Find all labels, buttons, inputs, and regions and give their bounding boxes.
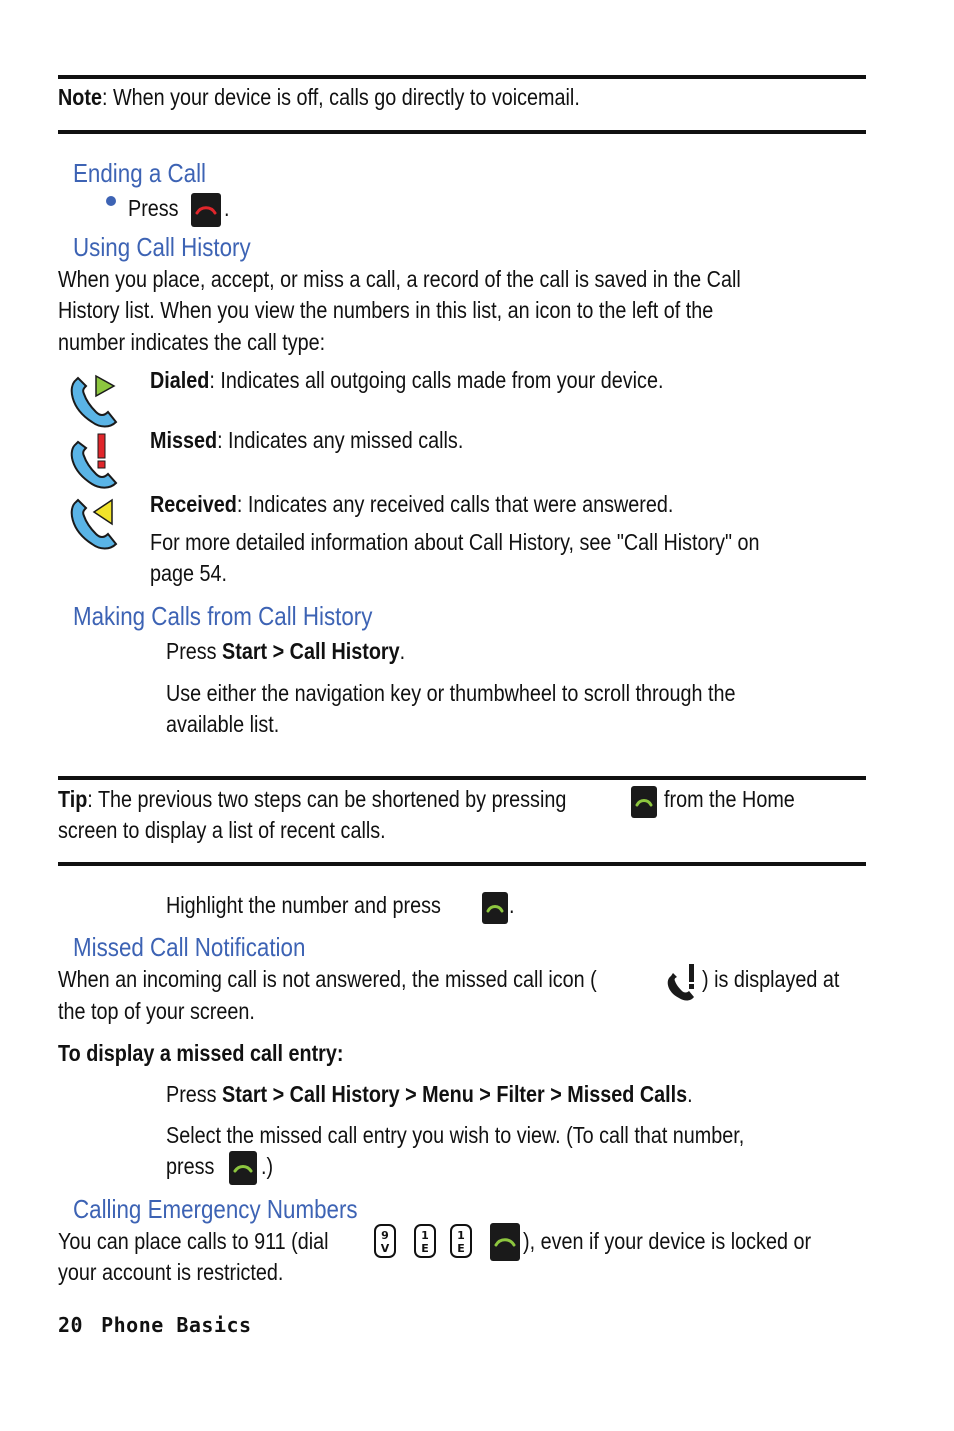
tip-top-rule [58, 776, 866, 780]
s1-menu: Menu [422, 1081, 474, 1107]
s1-filter: Filter [496, 1081, 545, 1107]
notification-step2-line1: Select the missed call entry you wish to view. (To call that number, [166, 1122, 745, 1148]
heading-using-call-history: Using Call History [73, 232, 251, 262]
tip-bottom-rule [58, 862, 866, 866]
s1-end: . [687, 1081, 693, 1107]
key-1-icon [450, 1224, 472, 1258]
notification-step1 [166, 1079, 693, 1110]
making-step2-line2: available list. [166, 711, 280, 737]
notification-line1b: ) is displayed at [702, 966, 840, 992]
s1-history: Call History [289, 1081, 400, 1107]
send-key-icon [482, 892, 508, 924]
missed-description [150, 425, 463, 456]
s1-press: Press [166, 1081, 223, 1107]
tip-line1 [58, 784, 566, 815]
s1-sep: > [399, 1081, 423, 1107]
history-para-line3: number indicates the call type: [58, 329, 326, 355]
emergency-line1a: You can place calls to 911 (dial [58, 1228, 329, 1254]
missed-call-icon [66, 432, 122, 490]
received-description [150, 489, 673, 520]
tip-text1: : The previous two steps can be shortened by pressing [87, 786, 567, 812]
tip-line1-end: from the Home [664, 786, 795, 812]
ending-step [128, 193, 179, 224]
ending-period: . [224, 195, 230, 221]
note-top-rule [58, 75, 866, 79]
received-call-icon [66, 494, 122, 552]
key-9-icon [374, 1224, 396, 1258]
notification-line2: the top of your screen. [58, 998, 255, 1024]
notification-line1a: When an incoming call is not answered, the missed call icon ( [58, 966, 597, 992]
history-more-line2: page 54. [150, 560, 227, 586]
s1-sep: > [267, 1081, 290, 1107]
missed-text: : Indicates any missed calls. [217, 427, 464, 453]
heading-missed-call-notification: Missed Call Notification [73, 932, 306, 962]
send-key-icon [631, 786, 657, 818]
highlight-step: Highlight the number and press [166, 892, 441, 918]
heading-ending-a-call: Ending a Call [73, 158, 207, 188]
s1-missed: Missed Calls [567, 1081, 688, 1107]
making-step1-press: Press [166, 638, 223, 664]
dialed-call-icon [66, 372, 122, 430]
s1-sep: > [473, 1081, 497, 1107]
notification-step2-end: .) [261, 1153, 274, 1179]
bullet-icon [106, 196, 116, 206]
note-bottom-rule [58, 130, 866, 134]
s1-sep: > [544, 1081, 568, 1107]
key-1-top: 1 [421, 1229, 429, 1242]
emergency-line2: your account is restricted. [58, 1259, 284, 1285]
page-number: 20 [58, 1313, 84, 1337]
making-step1-end: . [399, 638, 406, 664]
received-label: Received [150, 491, 237, 517]
highlight-period: . [509, 892, 515, 918]
heading-making-calls: Making Calls from Call History [73, 601, 373, 631]
making-step1-start: Start [222, 638, 268, 664]
note-paragraph [58, 82, 580, 113]
missed-label: Missed [150, 427, 218, 453]
received-text: : Indicates any received calls that were answered. [236, 491, 674, 517]
key-9-bottom: V [380, 1242, 390, 1255]
procedure-title [58, 1038, 343, 1069]
procedure-title-text: To display a missed call entry: [58, 1040, 344, 1066]
making-step2-line1: Use either the navigation key or thumbwheel to scroll through the [166, 680, 736, 706]
key-1-icon [414, 1224, 436, 1258]
end-key-icon [191, 193, 221, 227]
dialed-label: Dialed [150, 367, 210, 393]
history-para-line1: When you place, accept, or miss a call, a record of the call is saved in the Call [58, 266, 741, 292]
making-step1-sep: > [267, 638, 290, 664]
send-key-icon [229, 1151, 257, 1185]
making-step1-history: Call History [289, 638, 400, 664]
history-more-line1: For more detailed information about Call History, see "Call History" on [150, 529, 760, 555]
note-label: Note [58, 84, 102, 110]
key-1-bottom: E [457, 1242, 465, 1255]
dialed-description [150, 365, 663, 396]
ending-press-text: Press [128, 195, 179, 221]
missed-call-status-icon [665, 962, 699, 1002]
send-key-icon [490, 1223, 520, 1261]
tip-line2: screen to display a list of recent calls. [58, 817, 386, 843]
s1-start: Start [222, 1081, 268, 1107]
making-step1 [166, 636, 405, 667]
note-text: : When your device is off, calls go directly to voicemail. [101, 84, 580, 110]
tip-label: Tip [58, 786, 88, 812]
key-9-top: 9 [381, 1229, 389, 1242]
heading-calling-emergency-numbers: Calling Emergency Numbers [73, 1194, 358, 1224]
key-1-top: 1 [457, 1229, 465, 1242]
key-1-bottom: E [421, 1242, 429, 1255]
emergency-line1b: ), even if your device is locked or [523, 1228, 812, 1254]
dialed-text: : Indicates all outgoing calls made from your device. [209, 367, 664, 393]
page-footer [58, 1313, 270, 1337]
notification-step2-press: press [166, 1153, 215, 1179]
history-para-line2: History list. When you view the numbers in this list, an icon to the left of the [58, 297, 714, 323]
section-name: Phone Basics [101, 1313, 252, 1337]
